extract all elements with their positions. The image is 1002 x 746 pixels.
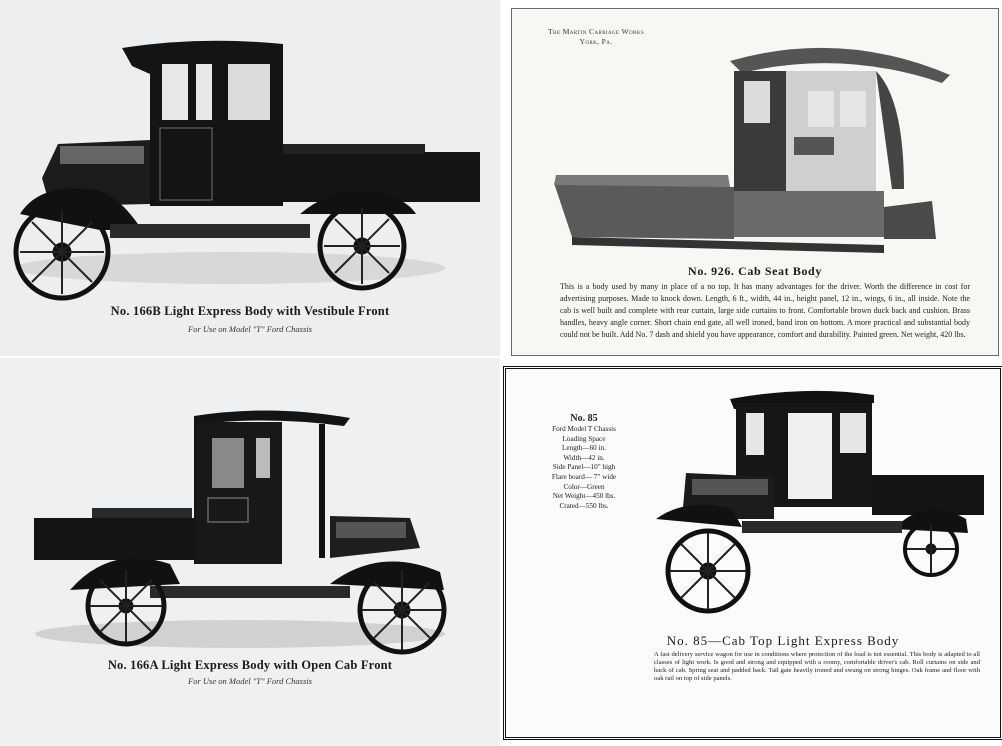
cab-seat-body-illustration xyxy=(512,9,998,259)
spec-color: Color—Green xyxy=(563,482,605,491)
spec-loading: Loading Space xyxy=(562,434,606,443)
spec-chassis: Ford Model T Chassis xyxy=(552,425,616,433)
catalog-page-frame xyxy=(511,8,999,356)
caption-166b-title: No. 166B Light Express Body with Vestibule Front xyxy=(110,304,390,318)
truck-166a-illustration xyxy=(0,358,500,746)
panel-85 xyxy=(500,362,1002,746)
cab-top-title: No. 85—Cab Top Light Express Body xyxy=(666,633,900,648)
company-city: York, Pa. xyxy=(579,37,613,46)
caption-166a-title: No. 166A Light Express Body with Open Cab Front xyxy=(107,658,393,672)
panel-926 xyxy=(500,0,1002,362)
spec-length: Length—60 in. xyxy=(562,444,606,453)
company-name: The Martin Carriage Works xyxy=(548,27,645,36)
catalog-page-frame-85 xyxy=(503,366,1002,740)
panel-166a xyxy=(0,358,500,746)
truck-166b-illustration xyxy=(0,0,500,356)
cab-seat-body-description: This is a body used by many in place of a no top. It has many advantages for the driver. Worth the difference in cost for advertising purposes. Made to knock down. Length, 6 ft., width, 44 in., height panel, 12 in., wings, 6 in., all inside. Note the cab is well built and complete with rear curtain, large side curtains to front. Comfortable brown duck back and cushion. Brass handles, heavy angle corner. Short chain end gate, all well ironed, band iron on bottom. A more practical and substantial body could not be built. Add No. 7 dash and shield you have appearance, comfort and durability. Painted green. Net weight, 420 lbs. xyxy=(560,282,970,339)
spec-side-panel: Side Panel—10" high xyxy=(552,463,616,472)
cab-seat-body-title: No. 926. Cab Seat Body xyxy=(688,264,822,278)
caption-166a-subtitle: For Use on Model "T" Ford Chassis xyxy=(188,676,312,686)
spec-flare-board: Flare board— 7" wide xyxy=(551,472,617,481)
spec-net-weight: Net Weight—450 lbs. xyxy=(552,492,616,501)
spec-number: No. 85 xyxy=(570,413,598,424)
cab-top-description: A fast delivery service wagon for use in conditions where protection of the load is not essential. This body is adapted to all classes of light work. Is good and strong and equipped with a roomy, comfortable driver's cab. Roll curtains on side and back of cab. Spring seat and padded back. Tail gate heavily ironed and swung on strong hinges. Oak frame and floor with oak rail on top of side panels. xyxy=(654,651,980,682)
panel-166b xyxy=(0,0,500,356)
spec-crated: Crated—550 lbs. xyxy=(559,501,609,510)
truck-85-illustration xyxy=(506,369,1000,629)
caption-166b-subtitle: For Use on Model "T" Ford Chassis xyxy=(188,324,312,334)
spec-width: Width—42 in. xyxy=(563,453,605,462)
